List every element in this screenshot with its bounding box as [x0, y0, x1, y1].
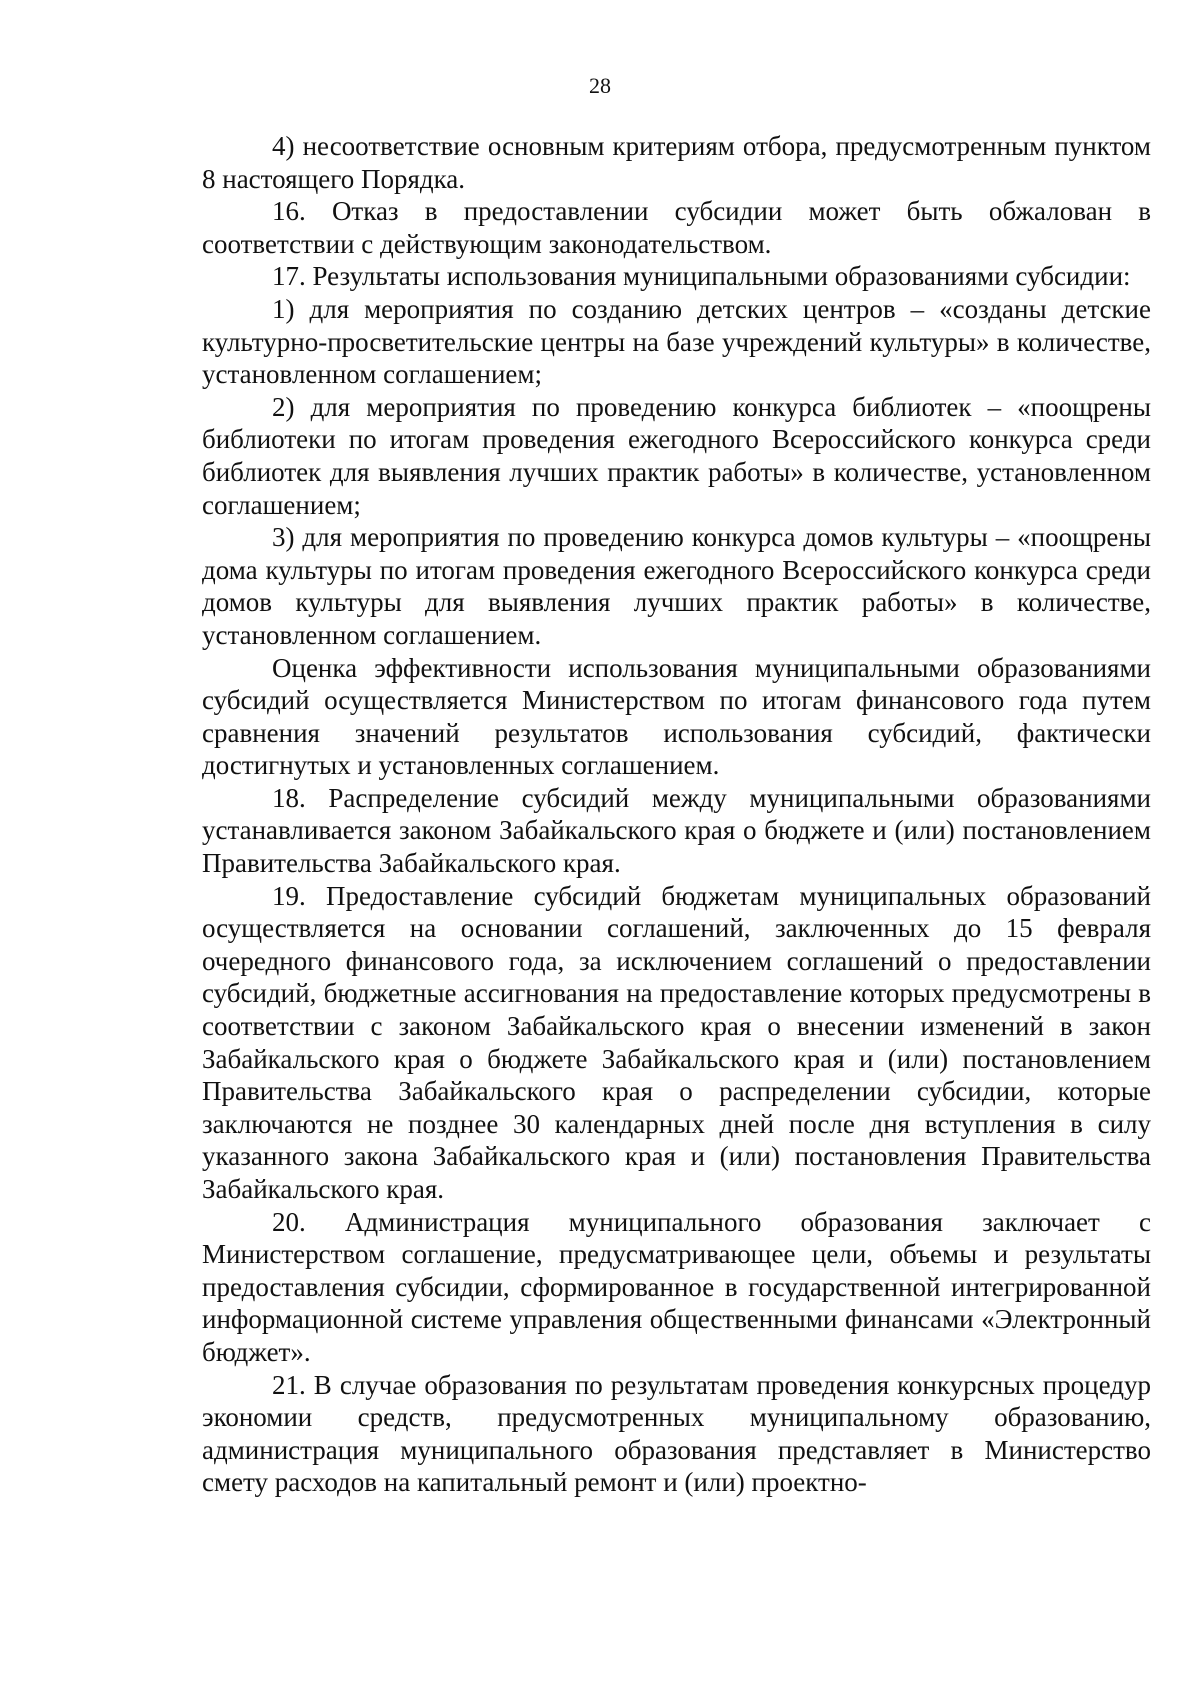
- paragraph-21: 21. В случае образования по результатам проведения конкурсных процедур экономии средств, предусмотренных муниципальному образованию, администрация муниципального образования представляет в Министерство смету расходов на капитальный ремонт и (или) проектно-: [202, 1369, 1151, 1498]
- paragraph-17-item-2: 2) для мероприятия по проведению конкурса библиотек – «поощрены библиотеки по итогам проведения ежегодного Всероссийского конкурса среди библиотек для выявления лучших практик работы» в количестве, установленном соглашением;: [202, 391, 1151, 520]
- paragraph-20: 20. Администрация муниципального образования заключает с Министерством соглашение, предусматривающее цели, объемы и результаты предоставления субсидии, сформированное в государственной интегрированной информационной системе управления общественными финансами «Электронный бюджет».: [202, 1206, 1151, 1367]
- paragraph-17: 17. Результаты использования муниципальными образованиями субсидии:: [272, 261, 1131, 292]
- paragraph-evaluation: Оценка эффективности использования муниципальными образованиями субсидий осуществляется Министерством по итогам финансового года путем сравнения значений результатов использования субсидий, фактически достигнутых и установленных соглашением.: [202, 652, 1151, 781]
- page-number: 28: [589, 73, 611, 98]
- paragraph-18: 18. Распределение субсидий между муниципальными образованиями устанавливается законом Забайкальского края о бюджете и (или) постановлением Правительства Забайкальского края.: [202, 782, 1151, 879]
- document-body: [202, 130, 1151, 1499]
- paragraph-item-4: 4) несоответствие основным критериям отбора, предусмотренным пунктом 8 настоящего Порядка.: [202, 131, 1151, 194]
- paragraph-16: 16. Отказ в предоставлении субсидии может быть обжалован в соответствии с действующим законодательством.: [202, 196, 1151, 259]
- paragraph-17-item-3: 3) для мероприятия по проведению конкурса домов культуры – «поощрены дома культуры по итогам проведения ежегодного Всероссийского конкурса среди домов культуры для выявления лучших практик работы» в количестве, установленном соглашением.: [202, 522, 1151, 650]
- paragraph-17-item-1: 1) для мероприятия по созданию детских центров – «созданы детские культурно-просветительские центры на базе учреждений культуры» в количестве, установленном соглашением;: [202, 293, 1151, 390]
- paragraph-19: 19. Предоставление субсидий бюджетам муниципальных образований осуществляется на основании соглашений, заключенных до 15 февраля очередного финансового года, за исключением соглашений о предоставлении субсидий, бюджетные ассигнования на предоставление которых предусмотрены в соответствии с законом Забайкальского края о внесении изменений в закон Забайкальского края о бюджете Забайкальского края и (или) постановлением Правительства Забайкальского края о распределении субсидии, которые заключаются не позднее 30 календарных дней после дня вступления в силу указанного закона Забайкальского края и (или) постановления Правительства Забайкальского края.: [202, 880, 1151, 1204]
